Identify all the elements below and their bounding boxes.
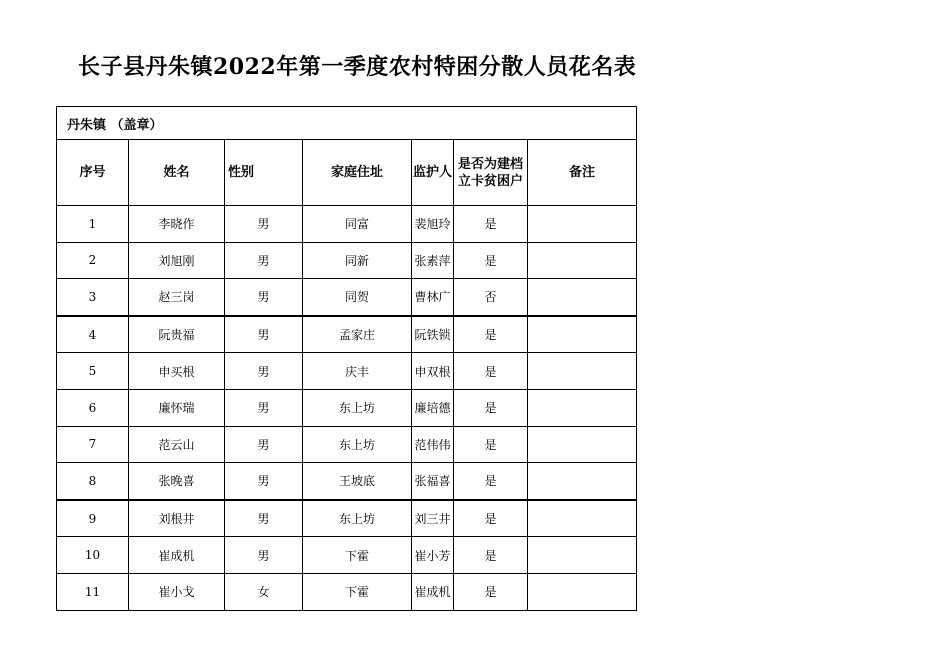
cell-address: 东上坊 <box>303 389 412 426</box>
cell-guardian: 裴旭玲 <box>412 206 454 243</box>
table-row <box>57 573 637 610</box>
cell-address: 同新 <box>303 242 412 279</box>
roster-table <box>56 106 637 611</box>
table-row <box>57 279 637 316</box>
cell-index: 8 <box>57 463 129 500</box>
cell-guardian: 张福喜 <box>412 463 454 500</box>
cell-gender: 男 <box>225 463 303 500</box>
table-row <box>57 353 637 390</box>
cell-address: 孟家庄 <box>303 316 412 353</box>
cell-note <box>528 573 637 610</box>
cell-note <box>528 353 637 390</box>
cell-gender: 男 <box>225 389 303 426</box>
cell-note <box>528 500 637 537</box>
cell-gender: 男 <box>225 206 303 243</box>
cell-note <box>528 463 637 500</box>
cell-name: 申买根 <box>129 353 225 390</box>
table-row <box>57 426 637 463</box>
cell-name: 廉怀瑞 <box>129 389 225 426</box>
cell-address: 东上坊 <box>303 500 412 537</box>
header-row <box>57 140 637 206</box>
cell-note <box>528 426 637 463</box>
page-title: 长子县丹朱镇2022年第一季度农村特困分散人员花名表 <box>78 54 637 80</box>
cell-gender: 男 <box>225 537 303 574</box>
header-guardian: 监护人 <box>412 140 454 206</box>
cell-address: 庆丰 <box>303 353 412 390</box>
cell-index: 7 <box>57 426 129 463</box>
cell-poor: 是 <box>454 463 528 500</box>
header-poor: 是否为建档立卡贫困户 <box>454 140 528 206</box>
table-row <box>57 389 637 426</box>
cell-gender: 女 <box>225 573 303 610</box>
cell-guardian: 刘三井 <box>412 500 454 537</box>
cell-note <box>528 537 637 574</box>
cell-index: 9 <box>57 500 129 537</box>
cell-gender: 男 <box>225 353 303 390</box>
cell-address: 同贺 <box>303 279 412 316</box>
cell-gender: 男 <box>225 426 303 463</box>
cell-gender: 男 <box>225 500 303 537</box>
cell-index: 10 <box>57 537 129 574</box>
cell-address: 东上坊 <box>303 426 412 463</box>
cell-poor: 否 <box>454 279 528 316</box>
table-row <box>57 500 637 537</box>
cell-note <box>528 279 637 316</box>
cell-index: 4 <box>57 316 129 353</box>
cell-poor: 是 <box>454 573 528 610</box>
cell-address: 下霍 <box>303 537 412 574</box>
cell-gender: 男 <box>225 242 303 279</box>
cell-guardian: 张素萍 <box>412 242 454 279</box>
cell-name: 阮贵福 <box>129 316 225 353</box>
unit-cell: 丹朱镇 （盖章） <box>57 107 637 140</box>
cell-address: 王坡底 <box>303 463 412 500</box>
cell-address: 同富 <box>303 206 412 243</box>
cell-index: 6 <box>57 389 129 426</box>
unit-row <box>57 107 637 140</box>
cell-note <box>528 389 637 426</box>
cell-index: 5 <box>57 353 129 390</box>
cell-poor: 是 <box>454 426 528 463</box>
header-address: 家庭住址 <box>303 140 412 206</box>
table-row <box>57 316 637 353</box>
header-gender: 性别 <box>225 140 303 206</box>
cell-gender: 男 <box>225 279 303 316</box>
cell-name: 范云山 <box>129 426 225 463</box>
cell-address: 下霍 <box>303 573 412 610</box>
cell-poor: 是 <box>454 500 528 537</box>
cell-guardian: 廉培德 <box>412 389 454 426</box>
cell-poor: 是 <box>454 206 528 243</box>
cell-note <box>528 316 637 353</box>
cell-index: 3 <box>57 279 129 316</box>
cell-name: 李晓作 <box>129 206 225 243</box>
cell-name: 刘旭刚 <box>129 242 225 279</box>
header-note: 备注 <box>528 140 637 206</box>
cell-note <box>528 242 637 279</box>
cell-index: 1 <box>57 206 129 243</box>
cell-guardian: 崔成机 <box>412 573 454 610</box>
table-row <box>57 463 637 500</box>
cell-name: 崔成机 <box>129 537 225 574</box>
cell-poor: 是 <box>454 316 528 353</box>
cell-index: 11 <box>57 573 129 610</box>
cell-guardian: 阮铁锁 <box>412 316 454 353</box>
table-row <box>57 242 637 279</box>
cell-name: 崔小戈 <box>129 573 225 610</box>
header-index: 序号 <box>57 140 129 206</box>
cell-guardian: 崔小芳 <box>412 537 454 574</box>
cell-poor: 是 <box>454 353 528 390</box>
table-row <box>57 537 637 574</box>
table-row <box>57 206 637 243</box>
cell-note <box>528 206 637 243</box>
cell-poor: 是 <box>454 242 528 279</box>
cell-guardian: 申双根 <box>412 353 454 390</box>
cell-gender: 男 <box>225 316 303 353</box>
cell-guardian: 曹林广 <box>412 279 454 316</box>
cell-index: 2 <box>57 242 129 279</box>
cell-guardian: 范伟伟 <box>412 426 454 463</box>
cell-poor: 是 <box>454 537 528 574</box>
cell-poor: 是 <box>454 389 528 426</box>
cell-name: 刘根井 <box>129 500 225 537</box>
cell-name: 赵三岗 <box>129 279 225 316</box>
cell-name: 张晚喜 <box>129 463 225 500</box>
header-name: 姓名 <box>129 140 225 206</box>
